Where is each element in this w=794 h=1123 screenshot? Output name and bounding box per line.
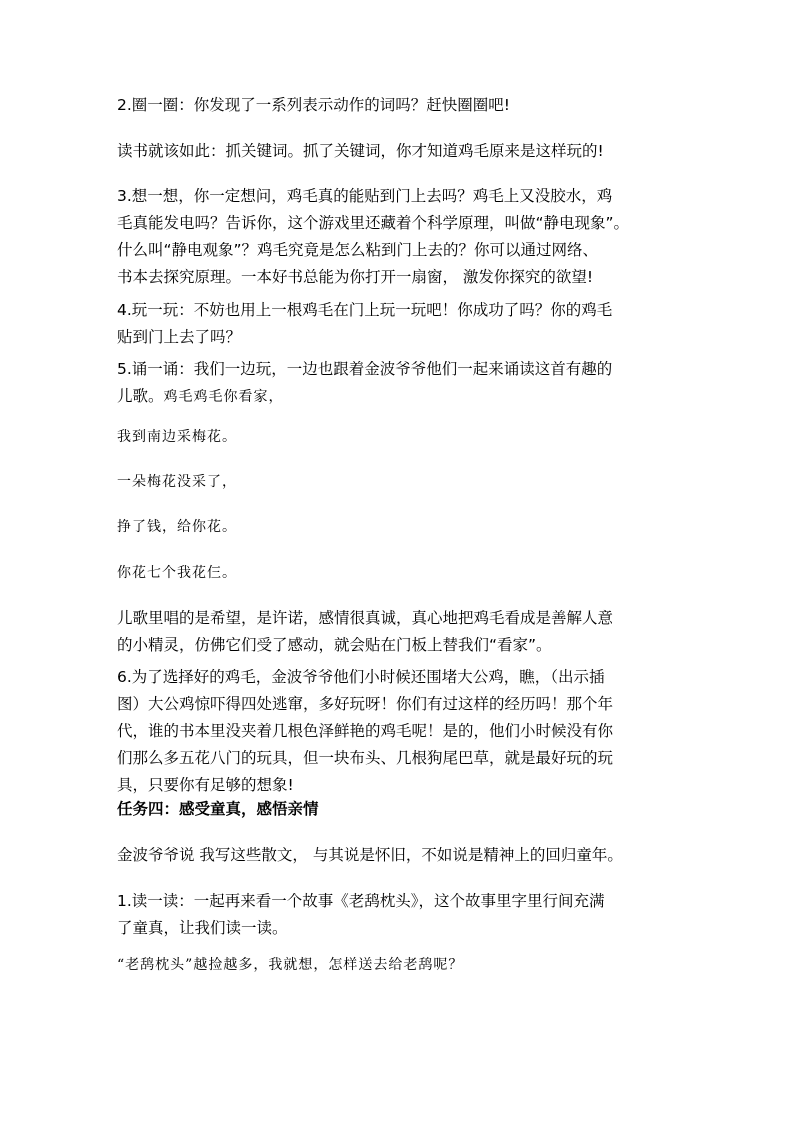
- paragraph-read-keywords: [117, 138, 687, 165]
- text-line: 的小精灵，仿佛它们受了感动，就会贴在门板上替我们“看家”。: [117, 636, 552, 654]
- text-line: 一朵梅花没采了，: [117, 474, 237, 490]
- poem-inline-line: 鸡毛鸡毛你看家，: [163, 389, 284, 405]
- heading-text: 任务四：感受童真，感悟亲情: [117, 800, 319, 818]
- poem-line-2: [117, 469, 687, 496]
- paragraph-read-story: [117, 888, 687, 942]
- text-line: 儿歌。: [117, 387, 164, 405]
- text-line: 1.读一读：一起再来看一个故事《老鸹枕头》，这个故事里字里行间充满: [117, 892, 605, 910]
- text-line: 6.为了选择好的鸡毛，金波爷爷他们小时候还围堵大公鸡，瞧，（出示插: [117, 668, 605, 686]
- text-line: 具，只要你有足够的想象!: [117, 776, 294, 794]
- paragraph-choose-feathers: [117, 664, 687, 799]
- text-line: 代，谁的书本里没夹着几根色泽鲜艳的鸡毛呢！是的，他们小时候没有你: [117, 722, 614, 740]
- text-line: “老鸹枕头”越捡越多，我就想，怎样送去给老鸹呢？: [117, 957, 464, 973]
- paragraph-recite: [117, 356, 687, 411]
- text-line: 图）大公鸡惊吓得四处逃窜，多好玩呀！你们有过这样的经历吗！那个年: [117, 695, 614, 713]
- story-excerpt: [117, 952, 687, 979]
- text-line: 书本去探究原理。一本好书总能为你打开一扇窗， 激发你探究的欲望!: [117, 268, 594, 286]
- text-line: 5.诵一诵：我们一边玩，一边也跟着金波爷爷他们一起来诵读这首有趣的: [117, 360, 613, 378]
- text-line: 3.想一想，你一定想问，鸡毛真的能贴到门上去吗？鸡毛上又没胶水，鸡: [117, 187, 613, 205]
- text-line: 儿歌里唱的是希望，是许诺，感情很真诚，真心地把鸡毛看成是善解人意: [117, 609, 614, 627]
- poem-line-3: [117, 514, 687, 541]
- text-line: 毛真能发电吗？告诉你，这个游戏里还藏着个科学原理，叫做“静电现象”。: [117, 214, 630, 232]
- text-line: 读书就该如此：抓关键词。抓了关键词，你才知道鸡毛原来是这样玩的!: [117, 142, 604, 160]
- text-line: 贴到门上去了吗？: [117, 328, 242, 346]
- text-line: 金波爷爷说 我写这些散文， 与其说是怀旧，不如说是精神上的回归童年。: [117, 846, 623, 864]
- text-line-with-poem: [117, 383, 687, 411]
- paragraph-think: [117, 183, 687, 291]
- paragraph-song-meaning: [117, 605, 687, 659]
- poem-line-1: [117, 424, 687, 451]
- text-line: 4.玩一玩：不妨也用上一根鸡毛在门上玩一玩吧！你成功了吗？你的鸡毛: [117, 301, 613, 319]
- paragraph-quote: [117, 842, 687, 869]
- text-line: 什么叫“静电观象”？鸡毛究竟是怎么粘到门上去的？你可以通过网络、: [117, 241, 599, 259]
- section-heading: [117, 796, 687, 823]
- paragraph-circle-words: [117, 92, 687, 119]
- text-line: 2.圈一圈：你发现了一系列表示动作的词吗？赶快圈圈吧!: [117, 96, 511, 114]
- text-line: 了童真，让我们读一读。: [117, 919, 288, 937]
- text-line: 挣了钱，给你花。: [117, 519, 237, 535]
- text-line: 我到南边采梅花。: [117, 429, 237, 445]
- paragraph-play: [117, 297, 687, 351]
- poem-line-4: [117, 560, 687, 587]
- text-line: 们那么多五花八门的玩具，但一块布头、几根狗尾巴草，就是最好玩的玩: [117, 749, 614, 767]
- text-line: 你花七个我花仨。: [117, 565, 237, 581]
